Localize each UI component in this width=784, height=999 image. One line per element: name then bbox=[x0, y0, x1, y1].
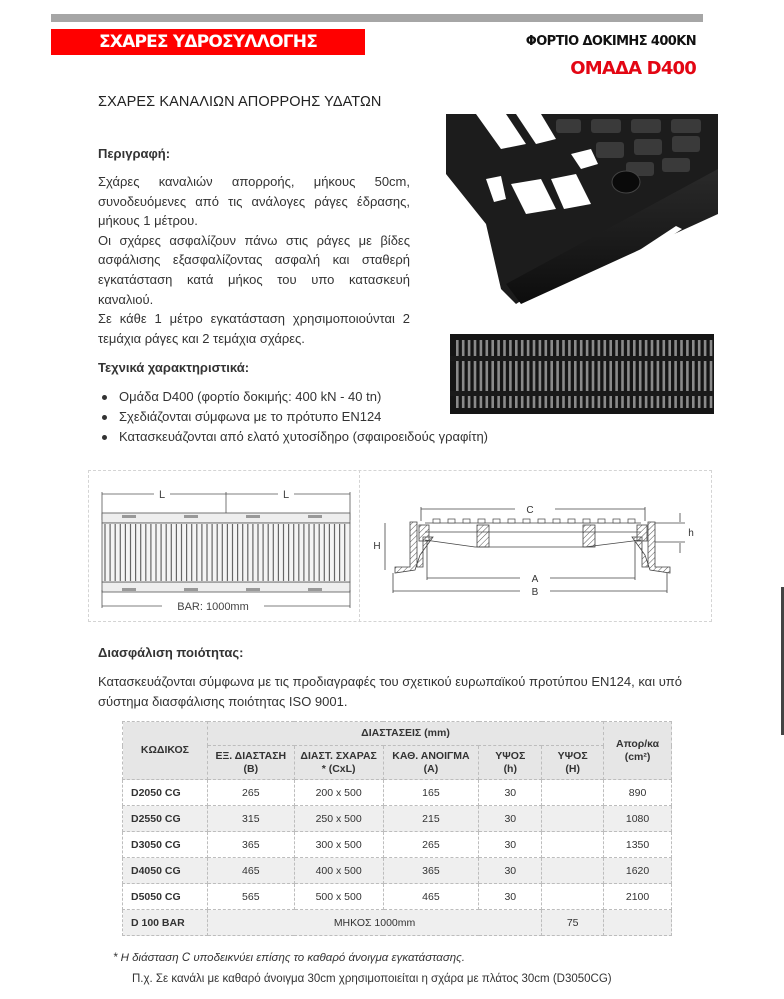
grate-top-photo bbox=[446, 326, 718, 418]
dimension-label-small-h: h bbox=[688, 528, 694, 539]
grate-slot bbox=[615, 340, 618, 408]
cell-grate: 400 x 500 bbox=[294, 858, 383, 884]
grate-slot bbox=[568, 340, 571, 408]
test-load-label: ΦΟΡΤΙΟ ΔΟΚΙΜΗΣ 400ΚΝ bbox=[525, 34, 696, 49]
grate-slot bbox=[598, 340, 601, 408]
list-item bbox=[98, 427, 488, 447]
bar-length-label: BAR: 1000mm bbox=[177, 601, 249, 613]
grate-tooth bbox=[583, 519, 590, 523]
header-line: ΚΑΘ. ΑΝΟΙΓΜΑ bbox=[392, 749, 470, 762]
table-row-bar bbox=[123, 910, 672, 936]
cell-opening: 465 bbox=[383, 884, 479, 910]
cross-section-drawing bbox=[365, 485, 705, 610]
grate-tooth bbox=[523, 519, 530, 523]
header-line: (h) bbox=[503, 762, 517, 775]
list-item-text: Κατασκευάζονται από ελατό χυτοσίδηρο (σφαιροειδούς γραφίτη) bbox=[119, 429, 489, 444]
grate-closeup-photo bbox=[446, 114, 718, 304]
cell-code: D5050 CG bbox=[123, 884, 208, 910]
grate-slot bbox=[657, 340, 660, 408]
grate-tooth bbox=[553, 519, 560, 523]
cell-opening: 365 bbox=[383, 858, 479, 884]
cell-h: 30 bbox=[479, 884, 542, 910]
header-line: ΥΨΟΣ bbox=[495, 749, 526, 762]
grate-tooth bbox=[433, 519, 440, 523]
grate-slot bbox=[521, 340, 524, 408]
drawings-divider bbox=[359, 470, 360, 622]
grate-slot bbox=[674, 340, 677, 408]
dimension-label-a: A bbox=[531, 574, 539, 585]
grate-slot bbox=[527, 340, 530, 408]
cell-grate: 300 x 500 bbox=[294, 832, 383, 858]
cell-drain: 1620 bbox=[604, 858, 672, 884]
grate-tooth bbox=[628, 519, 635, 523]
grate-slot bbox=[545, 340, 548, 408]
grate-slot bbox=[497, 340, 500, 408]
section-title: ΣΧΑΡΕΣ ΚΑΝΑΛΙΩΝ ΑΠΟΡΡΟΗΣ ΥΔΑΤΩΝ bbox=[98, 94, 382, 110]
cell-h: 30 bbox=[479, 858, 542, 884]
grate-tooth bbox=[493, 519, 500, 523]
cell-drain: 2100 bbox=[604, 884, 672, 910]
cell-code: D 100 BAR bbox=[123, 910, 208, 936]
grate-slot bbox=[556, 340, 559, 408]
grate-slot bbox=[574, 340, 577, 408]
grate-slot bbox=[550, 340, 553, 408]
cell-h: 30 bbox=[479, 806, 542, 832]
cell-code: D3050 CG bbox=[123, 832, 208, 858]
grate-slot bbox=[609, 340, 612, 408]
header-opening bbox=[383, 746, 479, 780]
grate-slot bbox=[468, 340, 471, 408]
cell-outer: 265 bbox=[207, 780, 294, 806]
grate-slot bbox=[680, 340, 683, 408]
load-group-label: ΟΜΑΔΑ D400 bbox=[570, 58, 696, 79]
grate-slot bbox=[639, 340, 642, 408]
table-row bbox=[123, 858, 672, 884]
grate-tooth bbox=[568, 519, 575, 523]
dimension-label-c: C bbox=[526, 505, 534, 516]
grate-slot bbox=[462, 340, 465, 408]
bullet-icon bbox=[102, 435, 107, 440]
cell-big-h bbox=[542, 780, 604, 806]
header-line: (A) bbox=[423, 762, 439, 775]
table-row bbox=[123, 884, 672, 910]
header-line: Απορ/κα bbox=[615, 737, 660, 750]
cell-outer: 565 bbox=[207, 884, 294, 910]
grate-tooth bbox=[613, 519, 620, 523]
cell-code: D4050 CG bbox=[123, 858, 208, 884]
cell-big-h bbox=[542, 832, 604, 858]
specifications-table bbox=[122, 721, 672, 936]
dimension-label-b: B bbox=[531, 587, 539, 598]
grate-slot bbox=[509, 340, 512, 408]
table-row bbox=[123, 780, 672, 806]
grate-slot bbox=[627, 340, 630, 408]
bullet-icon bbox=[102, 415, 107, 420]
header-dimensions: ΔΙΑΣΤΑΣΕΙΣ (mm) bbox=[207, 722, 603, 746]
cell-opening: 265 bbox=[383, 832, 479, 858]
grate-slot bbox=[586, 340, 589, 408]
grate-slot bbox=[698, 340, 701, 408]
grate-slot bbox=[503, 340, 506, 408]
grate-tooth bbox=[463, 519, 470, 523]
grate-tooth bbox=[508, 519, 515, 523]
header-code: ΚΩΔΙΚΟΣ bbox=[123, 722, 208, 780]
grate-tooth bbox=[598, 519, 605, 523]
grate-tooth bbox=[478, 519, 485, 523]
header-line: * (CxL) bbox=[321, 762, 356, 775]
cell-code: D2550 CG bbox=[123, 806, 208, 832]
description-heading: Περιγραφή: bbox=[98, 146, 171, 161]
cell-drain: 1080 bbox=[604, 806, 672, 832]
grate-slot bbox=[491, 340, 494, 408]
category-banner: ΣΧΑΡΕΣ ΥΔΡΟΣΥΛΛΟΓΗΣ bbox=[51, 29, 365, 55]
grate-tooth bbox=[538, 519, 545, 523]
grate-slot bbox=[604, 340, 607, 408]
cell-big-h bbox=[542, 858, 604, 884]
header-rule bbox=[51, 14, 703, 22]
cell-outer: 465 bbox=[207, 858, 294, 884]
header-line: ΥΨΟΣ bbox=[557, 749, 588, 762]
grate-tooth bbox=[448, 519, 455, 523]
header-line: ΔΙΑΣΤ. ΣΧΑΡΑΣ bbox=[300, 749, 377, 762]
cell-grate: 500 x 500 bbox=[294, 884, 383, 910]
cell-outer: 365 bbox=[207, 832, 294, 858]
grate-slot bbox=[580, 340, 583, 408]
cell-outer: 315 bbox=[207, 806, 294, 832]
grate-slot bbox=[533, 340, 536, 408]
grate-slot bbox=[486, 340, 489, 408]
header-line: (B) bbox=[243, 762, 259, 775]
grate-slot bbox=[480, 340, 483, 408]
dimension-label-l2: L bbox=[282, 489, 290, 501]
cell-code: D2050 CG bbox=[123, 780, 208, 806]
cell-drain: 1350 bbox=[604, 832, 672, 858]
cell-opening: 165 bbox=[383, 780, 479, 806]
grate-slot bbox=[645, 340, 648, 408]
grate-slot bbox=[621, 340, 624, 408]
plan-view-drawing bbox=[96, 478, 356, 618]
cell-grate: 200 x 500 bbox=[294, 780, 383, 806]
grate-slot bbox=[692, 340, 695, 408]
header-grate bbox=[294, 746, 383, 780]
cell-big-h bbox=[542, 884, 604, 910]
grate-slot bbox=[710, 340, 713, 408]
header-line: (cm²) bbox=[624, 750, 651, 763]
grate-slot bbox=[668, 340, 671, 408]
cell-h: 30 bbox=[479, 832, 542, 858]
technical-heading: Τεχνικά χαρακτηριστικά: bbox=[98, 360, 250, 375]
header-line: ΕΞ. ΔΙΑΣΤΑΣΗ bbox=[215, 749, 287, 762]
table-row bbox=[123, 832, 672, 858]
grate-slot bbox=[562, 340, 565, 408]
cell-big-h: 75 bbox=[542, 910, 604, 936]
grate-slot bbox=[663, 340, 666, 408]
grate-slot bbox=[456, 340, 459, 408]
grate-slot bbox=[515, 340, 518, 408]
footnote-dimension-c: * Η διάσταση C υποδεικνύει επίσης το καθαρό άνοιγμα εγκατάστασης. bbox=[113, 952, 465, 964]
technical-list bbox=[98, 387, 488, 447]
list-item-text: Ομάδα D400 (φορτίο δοκιμής: 400 kN - 40 tn) bbox=[119, 389, 382, 404]
description-text bbox=[98, 172, 410, 348]
description-paragraph: Σε κάθε 1 μέτρο εγκατάσταση χρησιμοποιούνται 2 τεμάχια ράγες και 2 τεμάχια σχάρες. bbox=[98, 311, 410, 346]
header-drainage bbox=[604, 722, 672, 780]
list-item bbox=[98, 387, 488, 407]
description-paragraph: Οι σχάρες ασφαλίζουν πάνω στις ράγες με βίδες ασφάλισης εξασφαλίζοντας ασφαλή και σταθερή εγκατάσταση κατά μήκος του υπο κατασκευή καναλιού. bbox=[98, 232, 410, 307]
cell-h: 30 bbox=[479, 780, 542, 806]
cell-drain: 890 bbox=[604, 780, 672, 806]
cell-length: ΜΗΚΟΣ 1000mm bbox=[207, 910, 541, 936]
list-item-text: Σχεδιάζονται σύμφωνα με το πρότυπο EN124 bbox=[119, 409, 382, 424]
bullet-icon bbox=[102, 395, 107, 400]
cell-grate: 250 x 500 bbox=[294, 806, 383, 832]
header-height-h bbox=[479, 746, 542, 780]
grate-slot bbox=[686, 340, 689, 408]
table-row bbox=[123, 806, 672, 832]
header-height-big-h bbox=[542, 746, 604, 780]
quality-heading: Διασφάλιση ποιότητας: bbox=[98, 645, 244, 660]
header-line: (H) bbox=[565, 762, 580, 775]
dimension-label-big-h: H bbox=[373, 541, 381, 552]
grate-slot bbox=[474, 340, 477, 408]
grate-slot bbox=[592, 340, 595, 408]
cell-big-h bbox=[542, 806, 604, 832]
grate-slot bbox=[651, 340, 654, 408]
header-outer bbox=[207, 746, 294, 780]
description-paragraph: Σχάρες καναλιών απορροής, μήκους 50cm, συνοδευόμενες από τις ανάλογες ράγες έδρασης, μήκους 1 μέτρου. bbox=[98, 174, 410, 229]
grate-slot bbox=[633, 340, 636, 408]
grate-slot bbox=[539, 340, 542, 408]
quality-text: Κατασκευάζονται σύμφωνα με τις προδιαγραφές του σχετικού ευρωπαϊκού προτύπου EN124, και υπό σύστημα διασφάλισης ποιότητας ISO 9001. bbox=[98, 674, 683, 709]
cell-opening: 215 bbox=[383, 806, 479, 832]
cell-drain bbox=[604, 910, 672, 936]
footnote-example: Π.χ. Σε κανάλι με καθαρό άνοιγμα 30cm χρησιμοποιείται η σχάρα με πλάτος 30cm (D3050CG) bbox=[132, 973, 612, 985]
grate-slot bbox=[704, 340, 707, 408]
list-item bbox=[98, 407, 488, 427]
dimension-label-l1: L bbox=[158, 489, 166, 501]
